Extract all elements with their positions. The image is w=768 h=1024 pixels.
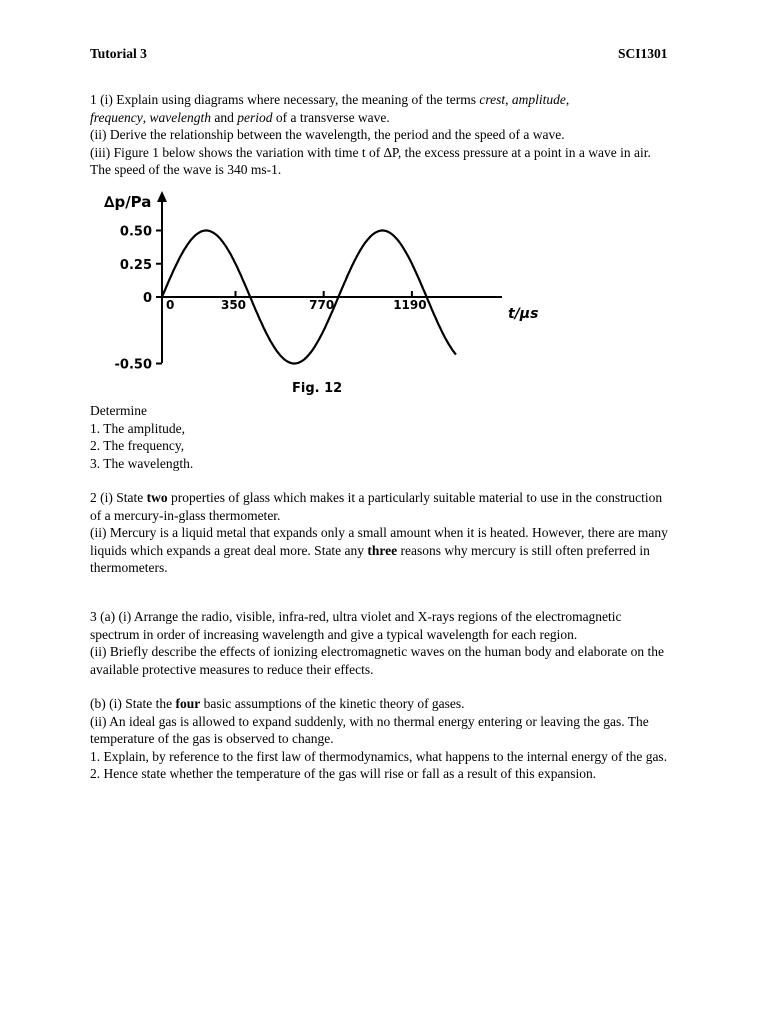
determine-item: 1. The amplitude,: [90, 420, 185, 436]
question-3-text: [90, 608, 675, 783]
determine-section: [90, 402, 690, 472]
y-axis-arrow: [157, 191, 167, 202]
q1-part-i: 1 (i) Explain using diagrams where necessary, the meaning of the terms crest, amplitude, frequency, wavelength and period of a transverse wave.: [90, 92, 570, 125]
pressure-wave-chart: [92, 185, 562, 396]
y-tick-label: 0: [142, 291, 152, 306]
x-tick-label: 770: [309, 298, 335, 312]
q2-part-i: 2 (i) State two properties of glass which makes it a particularly suitable material to use in the construction of a mercury-in-glass thermometer.: [90, 490, 663, 523]
figure-caption-partial: Fig. 12: [292, 381, 343, 396]
q3-a-part-i: 3 (a) (i) Arrange the radio, visible, infra-red, ultra violet and X-rays regions of the electromagnetic spectrum in order of increasing wavelength and give a typical wavelength for each region.: [90, 609, 622, 642]
figure-1: [92, 185, 562, 396]
q3-a-part-ii: (ii) Briefly describe the effects of ionizing electromagnetic waves on the human body and elaborate on the available protective measures to reduce their effects.: [90, 644, 665, 677]
header-title: Tutorial 3: [90, 46, 147, 61]
y-tick-label: 0.25: [119, 257, 152, 273]
determine-title: Determine: [90, 403, 147, 418]
x-tick-label: 0: [166, 298, 175, 312]
q1-part-iii: (iii) Figure 1 below shows the variation with time t of ∆P, the excess pressure at a point in a wave in air. The speed of the wave is 340 ms-1.: [90, 144, 651, 177]
determine-item: 2. The frequency,: [90, 438, 185, 453]
q2-part-ii: (ii) Mercury is a liquid metal that expands only a small amount when it is heated. However, there are many liquids which expands a great deal more. State any three reasons why mercury is still often preferred in thermometers.: [90, 525, 668, 575]
y-tick-label: 0.50: [119, 224, 152, 240]
x-tick-label: 1190: [393, 298, 427, 312]
course-code: SCI1301: [618, 46, 668, 61]
term-period: period: [237, 109, 273, 125]
term-crest: crest: [479, 92, 506, 107]
determine-item: 3. The wavelength.: [90, 455, 194, 471]
term-frequency: frequency: [90, 109, 143, 125]
q3-b-item-2: 2. Hence state whether the temperature of the gas will rise or fall as a result of this expansion.: [90, 766, 597, 781]
x-axis-label: t/µs: [508, 306, 539, 322]
y-tick-label: -0.50: [114, 357, 152, 373]
term-wavelength: wavelength: [149, 109, 211, 125]
question-1-text: [90, 91, 690, 179]
x-tick-label: 350: [220, 298, 247, 312]
term-amplitude: amplitude: [511, 92, 566, 107]
q3-b-item-1: 1. Explain, by reference to the first law of thermodynamics, what happens to the internal energy of the gas.: [90, 748, 668, 764]
question-2-text: [90, 489, 675, 577]
q1-part-ii: (ii) Derive the relationship between the wavelength, the period and the speed of a wave.: [90, 127, 565, 142]
q3-b-part-ii: (ii) An ideal gas is allowed to expand suddenly, with no thermal energy entering or leaving the gas. The temperature of the gas is observed to change.: [90, 713, 649, 746]
y-axis-label: ∆p/Pa: [104, 193, 152, 211]
q3-b-part-i: (b) (i) State the four basic assumptions of the kinetic theory of gases.: [90, 696, 465, 711]
